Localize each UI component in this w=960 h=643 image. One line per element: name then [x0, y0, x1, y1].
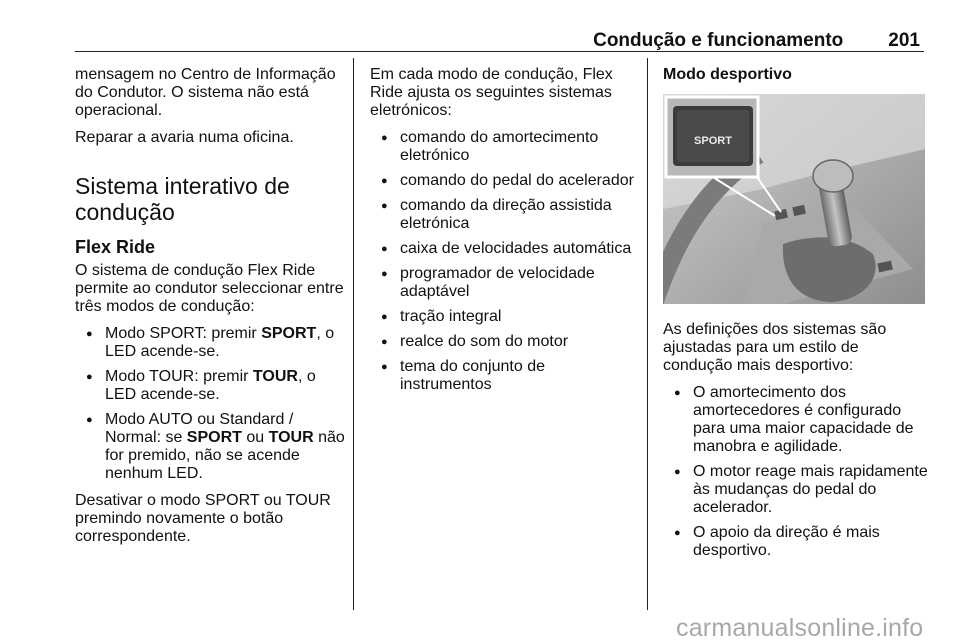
sport-effects-list [663, 384, 928, 560]
list-item: ● caixa de velocidades automática [370, 240, 638, 258]
column-3 [663, 66, 928, 569]
list-item: ● comando do amortecimento eletrónico [370, 129, 638, 165]
column-divider-2 [647, 58, 648, 610]
intro-paragraph: mensagem no Centro de Informação do Condutor. O sistema não está operacional. [75, 66, 336, 119]
repair-paragraph: Reparar a avaria numa oficina. [75, 129, 294, 146]
watermark-url: carmanualsonline.info [676, 614, 924, 642]
flex-ride-description: O sistema de condução Flex Ride permite ao condutor seleccionar entre três modos de condução: [75, 262, 344, 315]
systems-intro: Em cada modo de condução, Flex Ride ajusta os seguintes sistemas eletrónicos: [370, 66, 613, 119]
list-item: ● tema do conjunto de instrumentos [370, 358, 638, 394]
list-item: ● comando da direção assistida eletrónica [370, 197, 638, 233]
modes-list [75, 325, 345, 483]
sport-button-label: SPORT [694, 135, 732, 147]
page-header [420, 30, 920, 52]
list-item: ● O amortecimento dos amortecedores é configurado para uma maior capacidade de manobra e agilidade. [663, 384, 928, 456]
header-rule [75, 51, 924, 52]
list-item: ● realce do som do motor [370, 333, 638, 351]
list-item: ● tração integral [370, 308, 638, 326]
sport-button-illustration [663, 94, 925, 304]
settings-intro: As definições dos sistemas são ajustadas para um estilo de condução mais desportivo: [663, 321, 887, 374]
sport-button-ref: SPORT [186, 429, 242, 446]
list-item: ● Modo TOUR: premir TOUR, o LED acende-se. [75, 368, 345, 404]
deactivate-paragraph: Desativar o modo SPORT ou TOUR premindo novamente o botão correspondente. [75, 492, 331, 545]
page-number: 201 [888, 30, 920, 51]
chapter-title: Condução e funcionamento [593, 30, 844, 51]
tour-button-ref: TOUR [252, 368, 298, 385]
column-divider-1 [353, 58, 354, 610]
column-2 [370, 66, 638, 403]
list-item: ● programador de velocidade adaptável [370, 265, 638, 301]
subsection-title: Flex Ride [75, 237, 156, 257]
tour-button-ref: TOUR [268, 429, 314, 446]
section-title: Sistema interativo de condução [75, 173, 290, 225]
sport-button-figure [663, 94, 925, 304]
list-item: ● O motor reage mais rapidamente às mudanças do pedal do acelerador. [663, 463, 928, 517]
sport-mode-heading: Modo desportivo [663, 66, 792, 83]
list-item: ● comando do pedal do acelerador [370, 172, 638, 190]
column-1 [75, 66, 345, 555]
sport-button-ref: SPORT [261, 325, 317, 342]
systems-list [370, 129, 638, 394]
list-item: ● Modo SPORT: premir SPORT, o LED acende-se. [75, 325, 345, 361]
list-item: ● Modo AUTO ou Standard / Normal: se SPORT ou TOUR não for premido, não se acende nenhum LED. [75, 411, 345, 483]
list-item: ● O apoio da direção é mais desportivo. [663, 524, 928, 560]
